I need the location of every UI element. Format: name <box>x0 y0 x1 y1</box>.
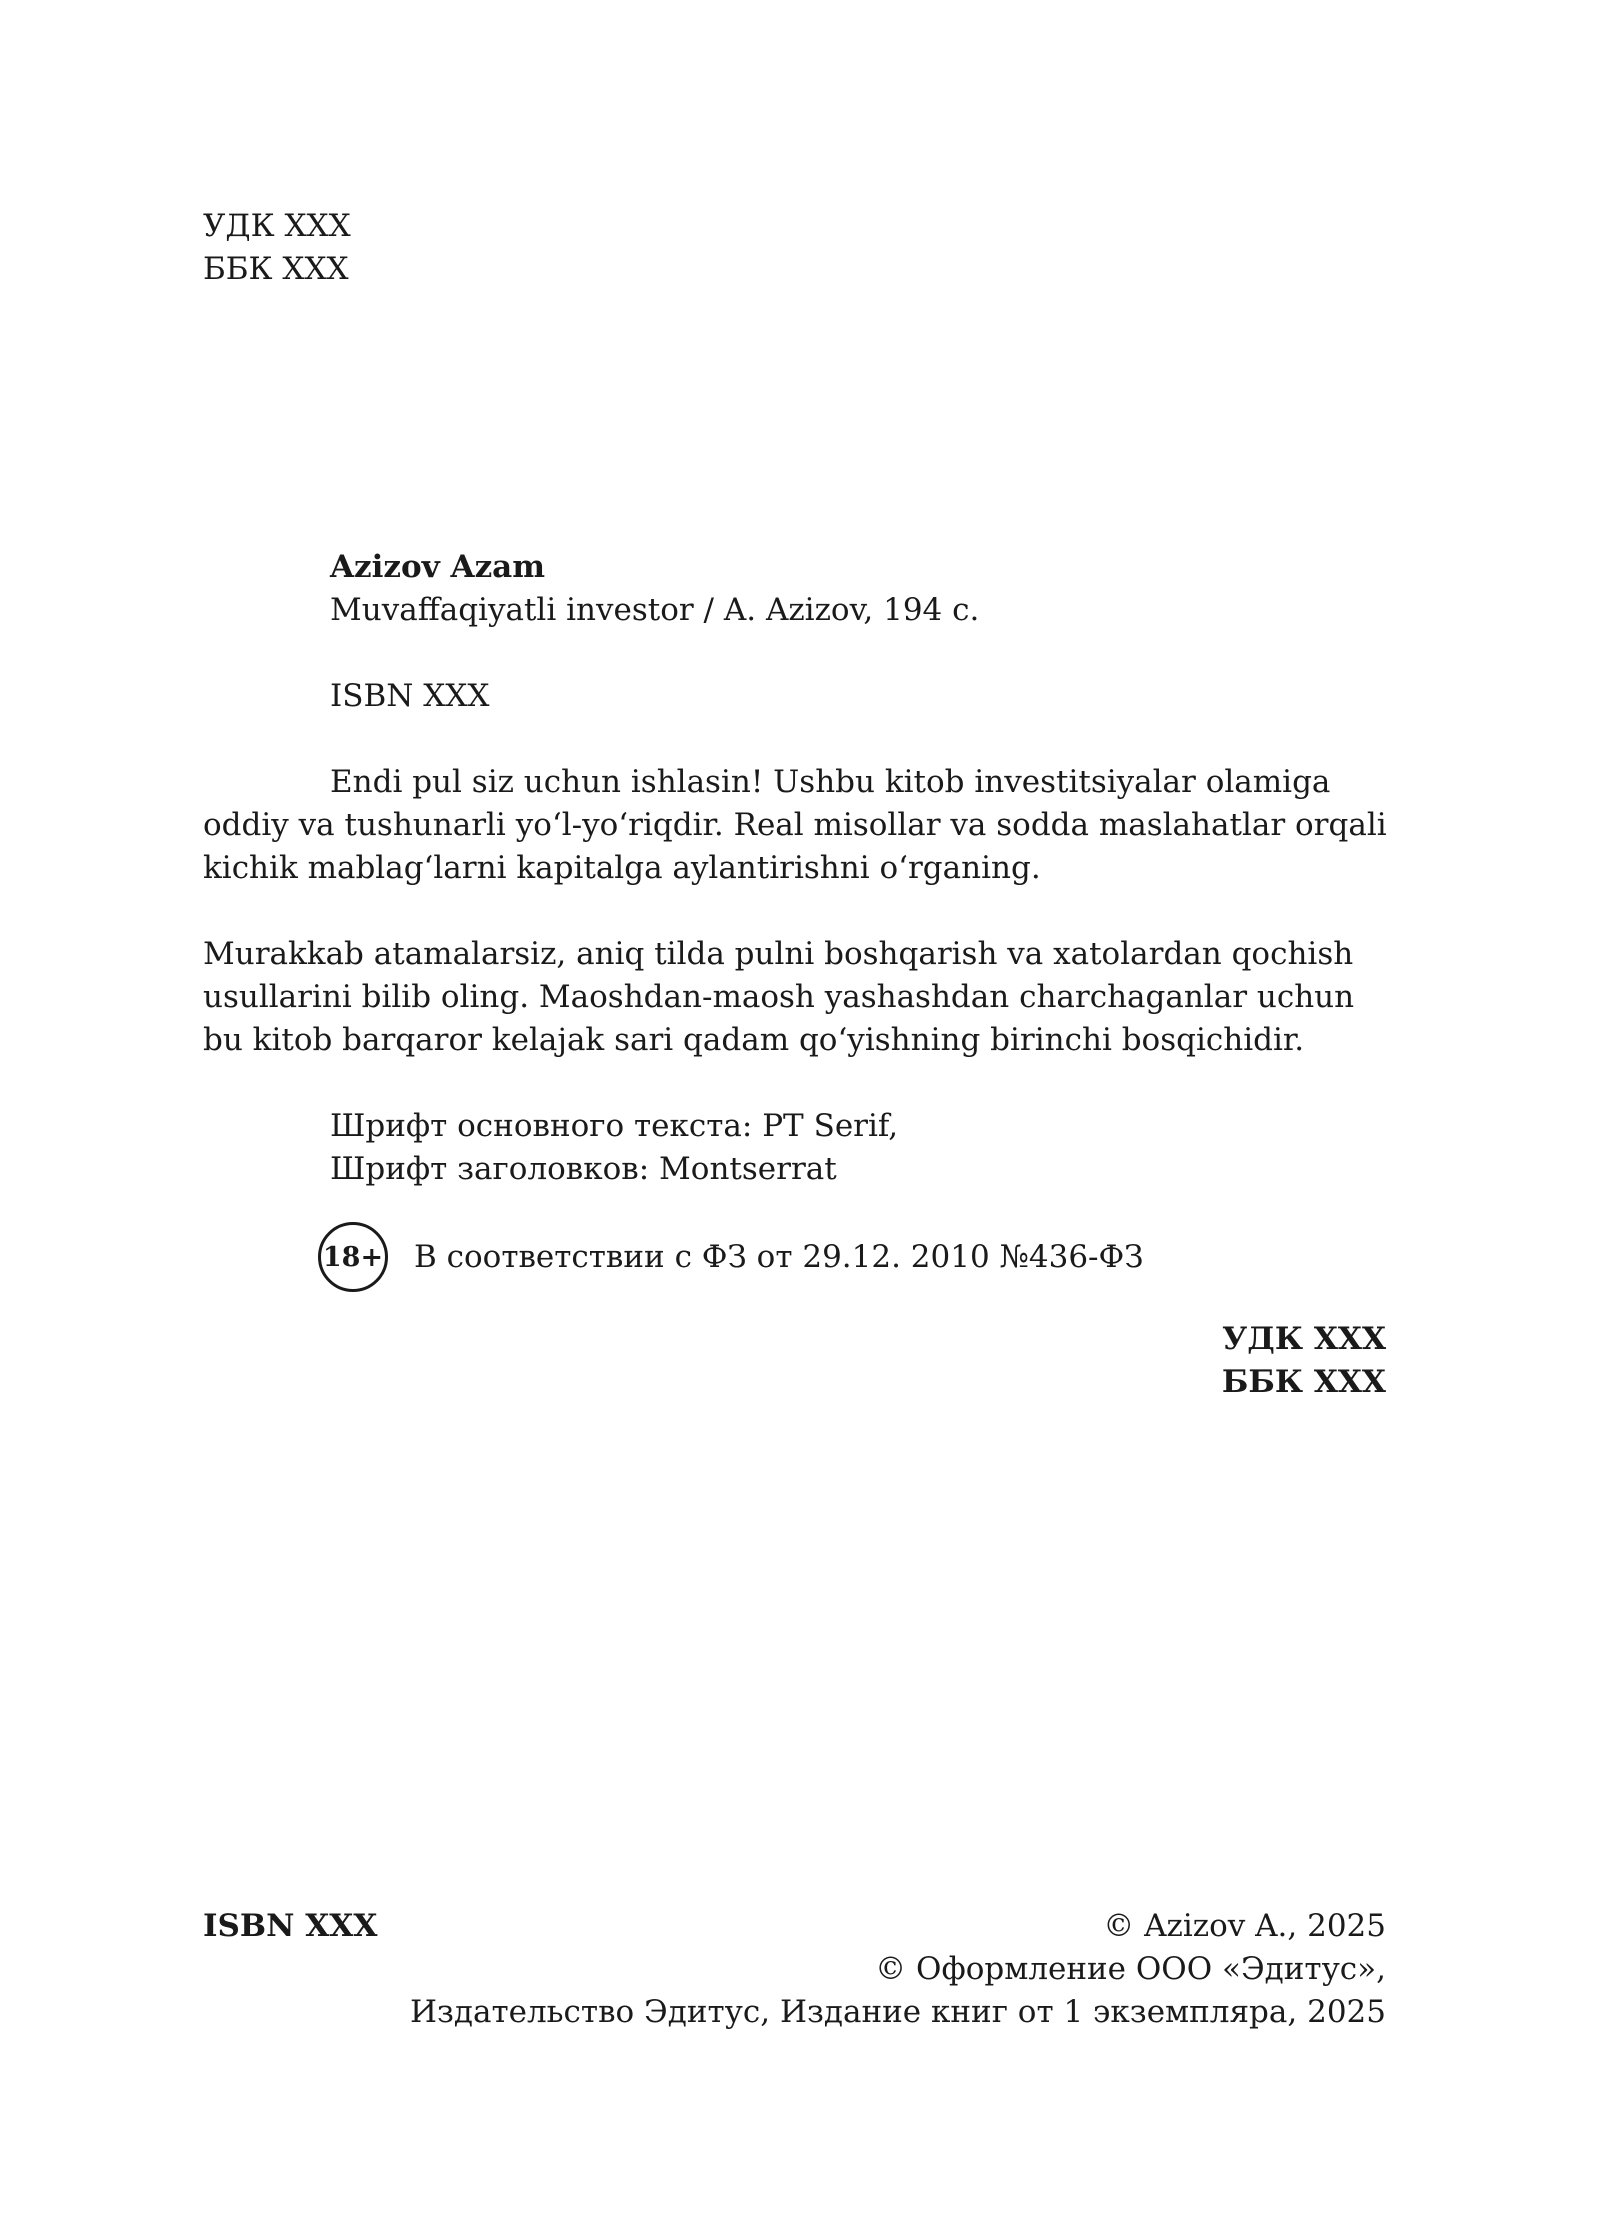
publisher-line: Издательство Эдитус, Издание книг от 1 экземпляра, 2025 <box>409 1994 1386 2030</box>
age-rating <box>318 1222 1144 1292</box>
copyright-author: © Azizov A., 2025 <box>1103 1908 1386 1944</box>
annotation-line: Murakkab atamalarsiz, aniq tilda pulni boshqarish va xatolardan qochish <box>203 936 1354 972</box>
annotation-line: bu kitob barqaror kelajak sari qadam qoʻyishning birinchi bosqichidir. <box>203 1022 1305 1058</box>
age-rating-badge: 18+ <box>318 1222 388 1292</box>
classification-right <box>1222 1318 1386 1404</box>
font-body-note: Шрифт основного текста: PT Serif, <box>330 1108 899 1144</box>
bbk-code: ББК XXX <box>1221 1364 1386 1400</box>
copyright-design: © Оформление ООО «Эдитус», <box>875 1951 1386 1987</box>
age-rating-text: В соответствии с ФЗ от 29.12. 2010 №436-ФЗ <box>414 1238 1144 1275</box>
isbn-code: ISBN XXX <box>203 1908 378 1944</box>
classification-top <box>203 205 351 291</box>
isbn-line: ISBN XXX <box>330 678 490 714</box>
annotation-line: usullarini bilib oling. Maoshdan-maosh yashashdan charchaganlar uchun <box>203 979 1355 1015</box>
udk-code: УДК XXX <box>203 208 351 244</box>
annotation-paragraph-2 <box>203 933 1413 1062</box>
udk-code: УДК XXX <box>1222 1321 1386 1357</box>
bbk-code: ББК XXX <box>203 251 349 287</box>
annotation-line: kichik mablagʻlarni kapitalga aylantirishni oʻrganing. <box>203 850 1041 886</box>
copyright-block <box>410 1905 1386 2034</box>
font-headings-note: Шрифт заголовков: Montserrat <box>330 1151 837 1187</box>
author-name: Azizov Azam <box>330 549 546 585</box>
footer-isbn <box>203 1905 377 1948</box>
catalog-record <box>203 546 1413 1191</box>
annotation-paragraph-1 <box>203 761 1413 890</box>
title-line: Muvaffaqiyatli investor / A. Azizov, 194 с. <box>330 592 980 628</box>
annotation-line: Endi pul siz uchun ishlasin! Ushbu kitob investitsiyalar olamiga <box>330 764 1331 800</box>
annotation-line: oddiy va tushunarli yoʻl-yoʻriqdir. Real misollar va sodda maslahatlar orqali <box>203 807 1387 843</box>
